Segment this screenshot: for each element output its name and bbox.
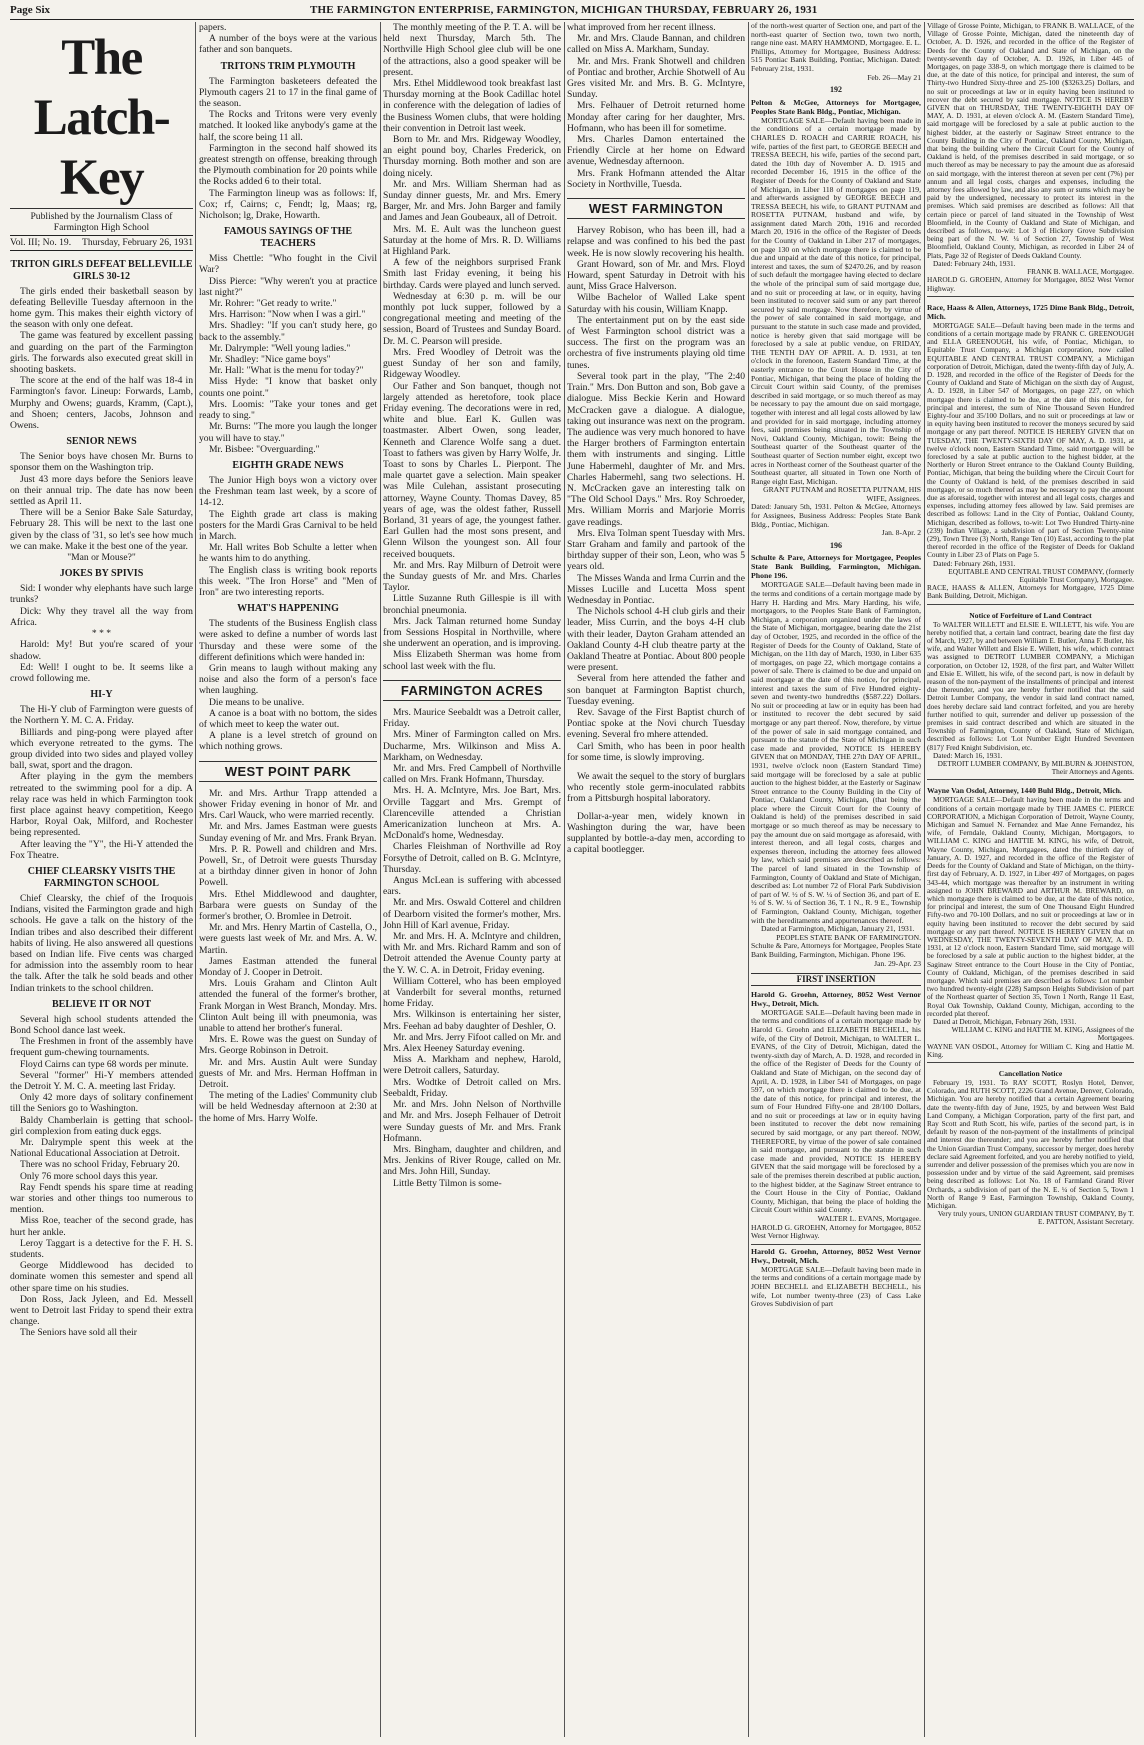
paragraph: The girls ended their basketball season by defeating Belleville Tuesday afternoon in the home gym. This makes their eighth victory of the season with only one defeat. [10,285,193,331]
paragraph: The Hi-Y club of Farmington were guests of the Northern Y. M. C. A. Friday. [10,704,193,727]
headline: EIGHTH GRADE NEWS [232,459,344,471]
paragraph: The Farmington basketeers defeated the Plymouth cagers 21 to 17 in the final game of the season. [199,75,377,110]
legal-text: Dated: January 5th, 1931. Pelton & McGee, Attorneys for Assignees, Business Address: Peoples State Bank Bldg., Pontiac, Michigan. [751,502,921,529]
paragraph: Mr. Bisbee: "Overguarding." [209,443,320,455]
paragraph: Mr. Hall writes Bob Schulte a letter when he wants him to do anything. [199,542,377,565]
paragraph: "Man or Mouse?" [67,552,136,564]
paragraph: Mrs. Fred Woodley of Detroit was the guest Sunday of her son and family, Ridgeway Woodley. [383,346,561,381]
column-rule [564,22,565,1737]
paragraph: Mrs. H. A. McIntyre, Mrs. Joe Bart, Mrs. Orville Taggart and Mrs. Grempt of Clarenceville attended a Christian Americanization luncheon at Mrs. A. McDonald's home, Wednesday. [383,785,561,842]
section-heading: FARMINGTON ACRES [383,680,561,701]
paragraph: Mr. and Mrs. Fred Campbell of Northville called on Mrs. Frank Hofmann, Thursday. [383,763,561,786]
notice-dates: Jan. 8-Apr. 2 [881,528,921,538]
paragraph: Mr. and Mrs. Frank Shotwell and children of Pontiac and brother, Archie Shotwell of Au Gres visited Mr. and Mrs. B. G. McIntyre, Sunday. [567,55,745,101]
paragraph: Mrs. Ethel Middlewood and daughter, Barbara were guests on Sunday of the former's brother, O. Bromlee in Detroit. [199,888,377,923]
column-rule [380,22,381,1737]
legal-text: Dated: February 24th, 1931. [933,258,1016,268]
paragraph: After playing in the gym the members retreated to the swimming pool for a dip. A relay race was held in which Farmington took first place against heavy competition, Keego Harbor, Royal Oak, Milford, and Rochester being represented. [10,771,193,839]
paragraph: Mr. and Mrs. Arthur Trapp attended a shower Friday evening in honor of Mr. and Mrs. Carl Wauck, who were married recently. [199,787,377,822]
notice-signature: WALTER L. EVANS, Mortgagee. [817,1214,921,1223]
paragraph: Mrs. Miner of Farmington called on Mrs. Ducharme, Mrs. Wilkinson and Miss A. Markham, on Wednesday. [383,729,561,763]
notice-number: 192 [830,85,842,95]
paragraph: There will be a Senior Bake Sale Saturday, February 28. This will be next to the last one given by the class of '31, so let's see how much we can make. Make it the best one of the year. [10,507,193,552]
paragraph: The entertainment put on by the east side of West Farmington school district was a success. The first on the program was an orchestra of five instruments playing old time tunes. [567,314,745,371]
paragraph: Mrs. Ethel Middlewood took breakfast last Thursday morning at the Book Cadillac hotel in conference with the delegation of ladies of the Business Women clubs, that were holding their convention in Detroit last week. [383,78,561,134]
paragraph: The English class is writing book reports this week. "The Iron Horse" and "Men of Iron" are two interesting reports. [199,564,377,598]
paragraph: Mr. and Mrs. William Sherman had as Sunday dinner guests, Mr. and Mrs. Emery Barger, Mr. and Mrs. John Barger and family and James and Jean Goubeaux, all of Detroit. [383,178,561,224]
legal-text: Village of Grosse Pointe, Michigan, to FRANK B. WALLACE, of the Village of Grosse Pointe, Michigan, dated the nineteenth day of October, A. D. 1926, and recorded in the office of the Register of Deeds for the County of Oakland and State of Michigan, on the twenty-seventh day of October, A. D. 1926, in Liber 445 of Mortgages, on page 338-9, on which mortgage there is claimed to be due, at the date of this notice, for principal and interest, the sum of Thirty-two Hundred Sixty-three and 25-100 ($3263.25) Dollars, and no suit or proceedings at law or in equity having been instituted to recover the debt secured by said mortgage. NOTICE IS HEREBY GIVEN that on THURSDAY, THE TWENTY-EIGHTH DAY OF MAY, A. D. 1931, at eleven o'clock A. M. (Eastern Standard Time), said mortgage will be foreclosed by a sale at public auction to the highest bidder, at the easterly or Saginaw Street entrance to the County Building in the City of Pontiac, Oakland County, Michigan, that being the building where the Circuit Court for the County of Oakland is held, of the premises described in said mortgage, or so much thereof as may be necessary to pay the amount due as aforesaid on said mortgage, with the interest thereon at seven per cent (7%) per annum and all legal costs, charges and expenses, including the attorney fees allowed by law, and also any sum or sums which may be paid by the undersigned, necessary to protect its interest in the premises. Which said premises are described as follows: All that certain piece or parcel of land situated in the Township of West Bloomfield, in the County of Oakland and State of Michigan, and described as follows, to-wit: Lot 3 of Hickory Grove Subdivision being part of the N. W. ¼ of Section 27, Township of West Bloomfield, Oakland County, Michigan, as recorded in Liber 24 of Plats, Page 32 of Register of Deeds Oakland County. [927,22,1134,260]
first-insertion-banner: FIRST INSERTION [751,973,921,986]
column-5-legal-notices [751,22,921,1737]
notice-heading: Cancellation Notice [998,1068,1063,1078]
legal-text: of the north-west quarter of Section one, and part of the north-east quarter of Section two, town two north, range nine east. MARY HAMMOND, Mortgagee. E. L. Phillips, Attorney for Mortgagee, Business Address: 515 Pontiac Bank Building, Pontiac, Michigan. Dated: February 21st, 1931. [751,22,921,73]
paragraph: A number of the boys were at the various father and son banquets. [199,33,377,56]
paragraph: The Nichols school 4-H club girls and their leader, Miss Currin, and the boys 4-H club with their leader, Dayton Graham attended an Oakland County 4-H club theatre party at the Oakland Theatre at Pontiac. About 800 people were present. [567,606,745,674]
paragraph: Several took part in the play, "The 2:40 Train." Mrs. Don Button and son, Bob gave a dialogue. Miss Beckie Kerin and Howard McCracken gave a dialogue. A dialogue, taking out insurance was next on the program. The audience was very much honored to have the Harger brothers of Farmington entertain them with instruments and singing. Little June Habermehl, daughter of Mr. and Mrs. Charles Habermehl, sang two selections. H. N. McCracken gave an interesting talk on "The Old School Days." Mrs. Roy Schroeder, Mrs. William Morris and Marjorie Morris gave readings. [567,370,745,528]
notice-heading: Harold G. Groehn, Attorney, 8052 West Vernor Hwy., Detroit, Mich. [751,989,921,1008]
legal-text: RACE, HAASS & ALLEN, Attorneys for Mortgagee, 1725 Dime Bank Building, Detroit, Michigan. [927,583,1134,601]
paragraph: Sid: I wonder why elephants have such large trunks? [10,583,193,606]
paragraph: Miss Elizabeth Sherman was home from school last week with the flu. [383,649,561,672]
paragraph: Mrs. M. E. Ault was the luncheon guest Saturday at the home of Mrs. R. D. Williams at Highland Park. [383,223,561,258]
paragraph: Miss Hyde: "I know that basket only counts one point." [199,376,377,399]
column-3 [383,22,561,1737]
paragraph: Mr. Shadley: "Nice game boys" [209,354,331,366]
paragraph: Baldy Chamberlain is getting that school-girl complexion from eating duck eggs. [10,1114,193,1137]
paragraph: Leroy Taggart is a detective for the F. H. S. students. [10,1237,193,1261]
legal-text: MORTGAGE SALE—Default having been made in the terms and conditions of a certain mortgage made by Harold G. Groehn and ELIZABETH BECHELL, his wife, of the City of Detroit, Michigan, to WALTER L. EVANS, of the City of Detroit, Michigan, dated the twenty-sixth day of March, A. D. 1928, and recorded in the office of the Register of Deeds for the County of Oakland and State of Michigan, on the second day of April, A. D. 1928, in Liber 541 of Mortgages, on page 597, on which mortgage there is claimed to be due, at the date of this notice, for principal and interest, the sum of Four Hundred Fifty-one and 28/100 Dollars, and no suit or proceedings at law or in equity having been instituted to recover the debt now remaining secured by said mortgage, or any part thereof. NOW, THEREFORE, by virtue of the power of sale contained in said mortgage, and pursuant to the statute in such case made and provided, NOTICE IS HEREBY GIVEN that the said mortgage will be foreclosed by a sale of the premises therein described at public auction, to the highest bidder, at the Saginaw Street entrance to the Court House in the City of Pontiac, Oakland County, Michigan, that being the place of holding the Circuit Court within said County. [751,1007,921,1215]
paragraph: Mr. and Mrs. John Nelson of Northville and Mr. and Mrs. Joseph Felhauer of Detroit were Sunday guests of Mr. and Mrs. Frank Hofmann. [383,1099,561,1144]
paragraph: Mrs. Louis Graham and Clinton Ault attended the funeral of the former's brother, Frank Morgan in West Branch, Monday. Mrs. Clinton Ault being ill with pneumonia, was unable to attend her brother's funeral. [199,978,377,1035]
paragraph: The Rocks and Tritons were very evenly matched. It looked like anybody's game at the half, the score being 11 all. [199,109,377,143]
paragraph: Mr. and Mrs. Oswald Cotterel and children of Dearborn visited the former's mother, Mrs. John Hill of Karl avenue, Friday. [383,897,561,931]
notice-heading: Wayne Van Osdol, Attorney, 1440 Buhl Bldg., Detroit, Mich. [927,786,1122,796]
legal-text: MORTGAGE SALE—Default having been made in the terms and conditions of a certain mortgage made by THE JAMES C. PIERCE CORPORATION, a Michigan Corporation of Detroit, Wayne County, Michigan and Samuel N. Fernandez and Mae Anne Fernandez, his wife, of Ferndale, Oakland County, Michigan, Mortgagors, to WILLIAM C. KING and HATTIE M. KING, his wife, of Detroit, Wayne County, Michigan, Mortgagees, dated the thirtieth day of January, A. D. 1927, and recorded in the office of the Register of Deeds for the County of Oakland and State of Michigan, on the thirty-first day of February, A. D. 1927, in Liber 497 of Mortgages, on pages 343-44, which mortgage was thereafter by an instrument in writing assigned to JOHN BREWARD and ARTHUR M. BREWARD, on which mortgage there is claimed to be due, at the date of this notice, for principal and interest, the sum of One Thousand Eight Hundred Fifty-two and 70-100 Dollars, and no suit or proceedings at law or in equity having been instituted to recover the debt secured by said mortgage or any part thereof. NOTICE IS HEREBY GIVEN that on WEDNESDAY, THE TWENTY-SEVENTH DAY OF MAY, A. D. 1931, at 12 o'clock noon, Eastern Standard Time, said mortgage will be foreclosed by a sale at public auction to the highest bidder, at the Saginaw Street entrance to the Court House in the City of Pontiac, County of Oakland, Michigan, of the premises described in said mortgage. Which said premises are described as follows: Lot number two hundred twenty-eight (228) Sampson Heights Subdivision of part of the Northeast quarter of Section 35, Town 1 North, Range 11 East, Royal Oak Township, Oakland County, Michigan, according to the recorded plat thereof. [927,795,1134,1018]
paragraph: After leaving the "Y", the Hi-Y attended the Fox Theatre. [10,838,193,861]
paragraph: Mrs. Shadley: "If you can't study here, go back to the assembly." [199,320,377,343]
paragraph: Mr. Burns: "The more you laugh the longer you will have to stay." [199,421,377,444]
paragraph: Born to Mr. and Mrs. Ridgeway Woodley, an eight pound boy, Charles Frederick, on Thursday morning. Both mother and son are doing nicely. [383,134,561,179]
headline: CHIEF CLEARSKY VISITS THE FARMINGTON SCHOOL [27,865,176,889]
paragraph: Grant Howard, son of Mr. and Mrs. Floyd Howard, spent Saturday in Detroit with his aunt, Miss Grace Halverson. [567,258,745,293]
paragraph: Grin means to laugh without making any noise and also the form of a person's face when laughing. [199,662,377,697]
column-6-legal-notices [927,22,1134,1737]
paragraph: Mr. and Mrs. Ray Milburn of Detroit were the Sunday guests of Mr. and Mrs. Charles Taylor. [383,559,561,594]
notice-signature: Very truly yours, UNION GUARDIAN TRUST COMPANY, By T. E. PATTON, Assistant Secretary. [937,1209,1134,1227]
legal-text: Dated at Farmington, Michigan, January 21, 1931. [761,924,915,934]
masthead-volume-line [10,235,193,250]
running-head [10,3,1134,20]
paragraph: Mr. Dalrymple: "Well young ladies." [209,342,351,354]
paragraph: A plane is a level stretch of ground on which nothing grows. [199,730,377,753]
paragraph: James Eastman attended the funeral Monday of J. Cooper in Detroit. [199,955,377,979]
legal-text: MORTGAGE SALE—Default having been made in the terms and conditions of a certain mortgage made by JOHN BECHELL and ELIZABETH BECHELL, his wife, Lot number twenty-three (23) of Cass Lake Groves Subdivision of part [751,1264,921,1309]
page-number: Page Six [10,4,51,16]
paragraph: Only 42 more days of solitary confinement till the Seniors go to Washington. [10,1092,193,1115]
section-heading: WEST FARMINGTON [567,198,745,219]
paragraph: Mrs. Felhauer of Detroit returned home Monday after caring for her daughter, Mrs. Hofmann, who has been ill for sometime. [567,100,745,134]
legal-text: WAYNE VAN OSDOL, Attorney for William C. King and Hattie M. King. [927,1041,1134,1059]
paragraph: Miss A. Markham and nephew, Harold, were Detroit callers, Saturday. [383,1054,561,1077]
section-heading: WEST POINT PARK [199,761,377,782]
notice-dates: Feb. 26—May 21 [867,72,921,82]
legal-text: MORTGAGE SALE—Default having been made in the terms and conditions of a certain mortgage made by Harry H. Harding and Mrs. Mary Harding, his wife, mortgagors, to the Peoples State Bank of Farmington, Michigan, a corporation organized under the laws of the State of Michigan, mortgagee, bearing date the 21st day of October, 1925, and recorded in the office of the Register of Deeds for the County of Oakland, State of Michigan, on the 11th day of March, 1930, in Liber 635 of mortgages, on page 22, which mortgage contains a power of sale. There is claimed to be due and unpaid on said mortgage at the date of this notice, for principal, interest and taxes the sum of Five Hundred eighty-seven and twenty-two hundredths ($587.22) Dollars. No suit or proceeding at law or in equity has been had or instituted to recover the debt secured by said mortgage or any part thereof. Now, therefore, by virtue of the power of sale in said mortgage contained, and pursuant to the statute of the State of Michigan in such case made and provided, NOTICE IS HEREBY GIVEN that on MONDAY, THE 27th DAY OF APRIL, 1931, twelve o'clock noon (Eastern Standard Time) said mortgage will be foreclosed by a sale at public auction to the highest bidder, at the Easterly or Saginaw Street entrance to the County Building in the City of Pontiac, Oakland County, Michigan, (that being the place where the Circuit Court for the County of Oakland is held) of the premises described in said mortgage or so much thereof as may be necessary to pay the amount due on said mortgage as aforesaid, with interest thereon, and all legal costs, charges and expenses thereon, including the attorney fees allowed by law, which said premises are described as follows: The parcel of land situated in the Township of Farmington, County of Oakland and State of Michigan, described as: Lot number 72 of Floral Park Subdivision of part of W. ½ of S. W. ¼ of Section 36, and part of E. ½ of S. W. ¼ of Section 36, T. 1 N., R. 9 E., Township of Farmington, Oakland County, Michigan, together with the hereditaments and appurtenances thereof. [751,580,921,925]
headline: WHAT'S HAPPENING [237,603,339,615]
paragraph: The Farmington lineup was as follows: lf, Cox; rf, Cairns; c, Fendt; lg, Maas; rg, Nicholson; lg, Drake, Howarth. [199,187,377,222]
legal-text: MORTGAGE SALE—Default having been made in the conditions of a certain mortgage made by CHARLES D. ROACH and CARRIE ROACH, his wife, parties of the first part, to GEORGE BEECH and TRESSA BEECH, his wife, parties of the second part, dated the 10th day of November A. D. 1915 and recorded December 16, 1915 in the office of the Register of Deeds for the County of Oakland and State of Michigan, in Liber 118 of mortgages on page 119, and afterwards assigned by GEORGE BEECH and TRESSA BEECH, his wife, to GRANT PUTNAM and ROSETTA PUTNAM, husband and wife, by assignment dated March 20th, 1916 and recorded March 20, 1916 in the office of the Register of Deeds for the County of Oakland in Liber 217 of mortgages, on page 130 on which mortgage there is claimed to be due and unpaid at the date of this notice, for principal, interest and taxes, the sum of $2470.26, and by reason of such default the mortgagee having elected to declare the whole of the principal sum of said mortgage due, and no suit or proceeding at law, or in equity, having been instituted to recover said sum or any part thereof secured by said mortgage. Now therefore, by virtue of the power of sale contained in said mortgage, and pursuant to the statute in such case made and provided, notice is hereby given that said mortgage will be foreclosed by a sale at public vendue, on FRIDAY, THE TENTH DAY OF APRIL A. D. 1931, at ten o'clock in the forenoon, Eastern Standard Time, at the easterly entrance to the Court House in the City of Pontiac, Michigan, that being the place of holding the Circuit Court within said County, of the premises described in said mortgage, or so much thereof as may be necessary to pay the amount due on said mortgage, together with interest and all legal costs allowed by law and provided for in said mortgage, including attorney fees, said premises being situated in the Township of Novi, Oakland County, Michigan, towit: Being the Southeast quarter of the Southeast quarter of the Southeast quarter of Section number eight, except two acres in Northeast corner of the Southeast quarter of the Southeast quarter, all situated in Town one North of Range eight East, Michigan. [751,115,921,486]
legal-text: To WALTER WILLETT and ELSIE E. WILLETT, his wife. You are hereby notified that, a certain land contract, bearing date the first day of March, 1927, by and between William E. Butler, Anna F. Butler, his wife, and Walter Willett and Elsie E. Willett, his wife, which contract was assigned to DETROIT LUMBER COMPANY, a Michigan corporation, on October 12, 1928, of the first part, and Walter Willett and Elsie E. Willett, his wife, of the second part, is now in default by reason of the non-payment of the installments of principal and interest due thereunder, and you are hereby further notified that the said Detroit Lumber Company, the vendor in said land contract named, does hereby declare said land contract forfeited, and you are hereby further notified to quit, surrender and deliver up possession of the premises in said contract described and which are situated in the Township of Farmington, County of Oakland, State of Michigan, described as follows: Lot 'Lot Number Eight Hundred Seventeen (817)' Fred Knight Subdivision, etc. [927,619,1134,752]
notice-signature: WILLIAM C. KING and HATTIE M. KING, Assignees of the Mortgagees. [951,1025,1134,1043]
paragraph: Carl Smith, who has been in poor health for some time, is slowly improving. [567,740,745,763]
paragraph: Mr. and Mrs. James Eastman were guests Sunday evening of Mr. and Mrs. Frank Bryan. [199,821,377,844]
notice-heading: Notice of Forfeiture of Land Contract [969,610,1092,620]
paragraph: The Freshmen in front of the assembly have frequent gum-chewing tournaments. [10,1036,193,1059]
headline: BELIEVE IT OR NOT [51,998,151,1010]
headline: TRITONS TRIM PLYMOUTH [220,60,356,72]
paragraph: Our Father and Son banquet, though not largely attended as heretofore, took place Friday evening. The decorations were in red, white and blue. Earl K. Gullen was toastmaster. Albert Owen, song leader, Kenneth and Clarence Wolfe sang a duet. Toast to fathers was given by Harry Wolfe, Jr. Toast to sons by Charles L. Pierpont. The male quartet gave a selection. Main speaker was Mile Culehan, assistant prosecuting attorney, Wayne County. Thomas Davey, 85 years of age, was the oldest father, Russell Borland, 31 years of age, the youngest father. Earl Gullen had the most sons present, and Glenn Wilson the youngest son. All four received bouquets. [383,380,561,560]
paragraph: Mr. and Mrs. Austin Ault were Sunday guests of Mr. and Mrs. Herman Hoffman in Detroit. [199,1056,377,1091]
notice-signature: DETROIT LUMBER COMPANY, By MILBURN & JOHNSTON, Their Attorneys and Agents. [937,759,1134,777]
paragraph: Diss Pierce: "Why weren't you at practice last night?" [199,275,377,298]
paragraph: Mrs. Bingham, daughter and children, and Mrs. Jenkins of River Rouge, called on Mr. and Mrs. John Hill, Sunday. [383,1143,561,1178]
paragraph: The meting of the Ladies' Community club will be held Wednesday afternoon at 2:30 at the home of Mrs. Harry Wolfe. [199,1090,377,1124]
paragraph: Mrs. P. R. Powell and children and Mrs. Powell, Sr., of Detroit were guests Thursday at a birthday dinner given in honor of John Powell. [199,843,377,889]
paragraph: There was no school Friday, February 20. [20,1159,180,1171]
headline: HI-Y [90,689,113,701]
paragraph: Dick: Why they travel all the way from Africa. [10,605,193,628]
paragraph: Little Suzanne Ruth Gillespie is ill with bronchial pneumonia. [383,593,561,616]
paragraph: The Eighth grade art class is making posters for the Mardi Gras Carnival to be held in March. [199,508,377,542]
paragraph: Mrs. Charles Damon entertained the Friendly Circle at her home on Edward avenue, Wednesday afternoon. [567,134,745,168]
notice-signature: PEOPLES STATE BANK OF FARMINGTON. [776,932,921,942]
paragraph: William Cotterel, who has been employed at Vanderbilt for several months, returned home Friday. [383,975,561,1010]
paragraph: Dollar-a-year men, widely known in Washington during the war, have been supplanted by bottle-a-day men, according to a capital bootlegger. [567,810,745,856]
legal-text: MORTGAGE SALE—Default having been made in the terms and conditions of a certain mortgage made by FRANK C. GREENOUGH and ELLA GREENOUGH, his wife, of Pontiac, Michigan, to Equitable Trust Company, a Michigan corporation, now called EQUITABLE AND CENTRAL TRUST COMPANY, a Michigan corporation of Detroit, Michigan, dated the twenty-fifth day of July, A. D. 1928, and recorded in the office of the Register of Deeds for the County of Oakland and State of Michigan on the sixth day of August, A. D. 1928, in Liber 547 of Mortgages, on page 227, on which mortgage there is claimed to be due, at the date of this notice, for principal and interest, the sum of Nine Thousand Seven Hundred Eighty-four and 35/100 Dollars, and no suit or proceedings at law or in equity having been instituted to recover the moneys secured by said mortgage or any part thereof. NOTICE IS HEREBY GIVEN that on TUESDAY, THE TWENTY-SIXTH DAY OF MAY, A. D. 1931, at twelve o'clock noon, Eastern Standard Time, said mortgage will be foreclosed by a sale at public auction to the highest bidder, at the Northerly or Huron Street entrance to the Oakland County Building, Pontiac, Michigan, that being the building where the Circuit Court for the County of Oakland is held, of the premises described in said mortgage, or so much thereof as may be necessary to pay the amount due as aforesaid, together with interest and all legal costs, charges and expenses, including attorney fees allowed by law. Said premises are described as follows: Land in the City of Pontiac, Oakland County, Michigan, described as follows, to-wit: Lot Two Hundred Thirty-nine (239) Indian Village, a subdivision of part of Section Twenty-nine (29), Town Three (3) North, Range Ten (10) East, according to the plat thereof recorded in the office of the Register of Deeds for Oakland County in Liber 23 of Plats on Page 5. [927,320,1134,560]
paragraph: Just 43 more days before the Seniors leave on their annual trip. The date has now been settled as April 11. [10,473,193,508]
notice-heading: Harold G. Groehn, Attorney, 8052 West Vernor Hwy., Detroit, Mich. [751,1244,921,1265]
paragraph: A canoe is a boat with no bottom, the sides of which meet to keep the water out. [199,707,377,730]
paragraph: what improved from her recent illness. [567,22,716,33]
notice-dates: Jan. 29-Apr. 23 [874,958,921,968]
paragraph: The monthly meeting of the P. T. A. will be held next Thursday, March 5th. The Northville High School glee club will be one of the attractions, also a good speaker will be present. [383,22,561,78]
paragraph: The Junior High boys won a victory over the Freshman team last week, by a score of 14-12. [199,474,377,509]
paragraph: Mr. and Mrs. H. A. McIntyre and children, with Mr. and Mrs. Richard Ramm and son of Detroit attended the Avenue County party at the Y. W. C. A. in Detroit, Friday evening. [383,931,561,976]
paragraph: Mrs. Harrison: "Now when I was a girl." [209,309,366,321]
masthead-title: The Latch-Key [10,28,193,209]
paragraph: papers. [199,22,227,33]
paragraph: Ed: Well! I ought to be. It seems like a crowd following me. [10,661,193,684]
paragraph: Mr. Rohrer: "Get ready to write." [209,298,337,310]
paragraph: Several "former" Hi-Y members attended the Detroit Y. M. C. A. meeting last Friday. [10,1069,193,1092]
paragraph: Miss Roe, teacher of the second grade, has hurt her ankle. [10,1215,193,1238]
column-rule [195,22,196,1737]
paragraph: A few of the neighbors surprised Frank Smith last Friday evening, it being his birthday. Cards were played and lunch served. [383,257,561,291]
headline: TRITON GIRLS DEFEAT BELLEVILLE GIRLS 30-12 [10,258,193,282]
notice-heading: Schulte & Pare, Attorneys for Mortgagee, Peoples State Bank Building, Farmington, Michigan. Phone 196. [751,553,921,581]
notice-signature: FRANK B. WALLACE, Mortgagee. [1027,267,1134,277]
legal-text: Dated: February 26th, 1931. [933,558,1016,568]
notice-signature: EQUITABLE AND CENTRAL TRUST COMPANY, (formerly Equitable Trust Company), Mortgagee. [948,566,1134,584]
paragraph: Floyd Cairns can type 68 words per minute. [20,1058,189,1070]
paragraph: Mr. and Mrs. Claude Bannan, and children called on Miss A. Markham, Sunday. [567,33,745,56]
legal-text: Dated: March 16, 1931. [933,750,1003,760]
paragraph: Several high school students attended the Bond School dance last week. [10,1013,193,1036]
headline: JOKES BY SPIVIS [59,568,144,580]
legal-text: HAROLD G. GROEHN, Attorney for Mortgagee, 8052 West Vernor Highway. [927,275,1134,293]
column-4 [567,22,745,1737]
headline: SENIOR NEWS [66,436,137,448]
issue-date: Thursday, February 26, 1931 [81,237,193,249]
headline: FAMOUS SAYINGS OF THE TEACHERS [223,226,353,250]
paragraph: Farmington in the second half showed its greatest strength on offense, breaking through the Plymouth combination for 20 points while the Rocks added 6 to their total. [199,142,377,188]
volume: Vol. III; No. 19. [10,237,72,249]
legal-text: February 19, 1931. To RAY SCOTT, Roslyn Hotel, Denver, Colorado, and RUTH SCOTT, 2226 Grand Avenue, Denver, Colorado, Michigan. You are hereby notified that a certain Agreement bearing date the twenty-fifth day of June, 1925, by and between West Bald Land Company, a Michigan Corporation, party of the first part, and Ray Scott and Ruth Scott, his wife, parties of the second part, is in default by reason of the non-payment of the installments of principal and interest due thereunder; and you are hereby further notified that the Union Guardian Trust Company, successor by merger, does hereby declare said Agreement forfeited, and you are hereby notified to yield, surrender and deliver possession of the premises which you are now in possession under and by virtue of the said Agreement, said premises being described as follows: Lot No. 18 of Farmland Grand River Orchards, a subdivision of part of the N. E. ¼ of Section 5, Town 1 North of Range 9 East, Farmington Township, Oakland County, Michigan. [927,1077,1134,1211]
notice-signature: GRANT PUTNAM and ROSETTA PUTNAM, HIS WIFE, Assignees. [763,485,921,503]
paragraph: Chief Clearsky, the chief of the Iroquois Indians, visited the Farmington grade and high schools. He gave a talk on the history of the Indian tribes and also described their different habits of living. He also answered all questions based on Indian life. Five cents was charged for admission into the assembly room to hear the talk. After the talk he sold beads and other Indian trinkets to the school children. [10,892,193,994]
paragraph: Mrs. Wilkinson is entertaining her sister, Mrs. Feehan ad baby daughter of Deshler, O. [383,1009,561,1032]
paragraph: Don Ross, Jack Jyleen, and Ed. Messell went to Detroit last Friday to spend their extra change. [10,1293,193,1328]
paragraph: Little Betty Tilmon is some- [393,1177,502,1189]
notice-number: 196 [830,540,842,550]
paragraph: Only 76 more school days this year. [20,1170,158,1182]
paragraph: Mrs. Wodtke of Detroit called on Mrs. Seebaldt, Friday. [383,1076,561,1099]
paragraph: The students of the Business English class were asked to define a number of words last Thursday and these were some of the different definitions which were handed in: [199,618,377,663]
column-rule [924,22,925,1737]
legal-text: HAROLD G. GROEHN, Attorney for Mortgagee, 8052 West Vernor Highway. [751,1222,921,1241]
paragraph: Mrs. Loomis: "Take your tones and get ready to sing." [199,398,377,422]
paragraph: Mrs. E. Rowe was the guest on Sunday of Mrs. George Robinson in Detroit. [199,1034,377,1057]
paragraph: Harold: My! But you're scared of your shadow. [10,639,193,662]
paragraph: The Misses Wanda and Irma Currin and the Misses Lucille and Lucetta Moss spent Wednesday in Pontiac. [567,572,745,606]
paragraph: The Senior boys have chosen Mr. Burns to sponsor them on the Washington trip. [10,451,193,474]
paragraph: Mrs. Maurice Seebaldt was a Detroit caller, Friday. [383,706,561,730]
masthead-publisher: Published by the Journalism Class of Farmington High School [30,211,173,234]
paragraph: Billiards and ping-pong were played after which everyone retreated to the gyms. The group divided into two sides and played volley ball, swat, sport and the dragon. [10,726,193,772]
column-rule [748,22,749,1737]
column-2 [199,22,377,1737]
paragraph: Mrs. Jack Talman returned home Sunday from Sessions Hospital in Northville, where she underwent an operation, and is improving. [383,615,561,650]
paragraph: Mrs. Frank Hofmann attended the Altar Society in Northville, Tuesda. [567,167,745,190]
separator: * * * [91,628,112,640]
paragraph: Wednesday at 6:30 p. m. will be our monthly pot luck supper, followed by a congregational meeting and meeting of the session, Board of Trustees and Sunday Board. Dr. M. C. Pearson will preside. [383,290,561,347]
paragraph: Mr. Hall: "What is the menu for today?" [209,365,364,377]
paragraph: Charles Fleishman of Northville ad Roy Forsythe of Detroit, called on B. G. McIntyre, Thursday. [383,841,561,875]
paragraph: Rev. Savage of the First Baptist church of Pontiac spoke at the Novi church Tuesday evening. Several fro mhere attended. [567,706,745,741]
paragraph: Mr. Dalrymple spent this week at the National Educational Association at Detroit. [10,1137,193,1160]
paragraph: Several from here attended the father and son banquet at Farmington Baptist church, Tuesday evening. [567,673,745,707]
paragraph: Die means to be unalive. [209,696,305,708]
paragraph: Miss Chettle: "Who fought in the Civil War? [199,253,377,276]
paragraph: Mrs. Elva Tolman spent Tuesday with Mrs. Starr Graham and family and partook of the birthday supper of their son, Leon, who was 5 years old. [567,527,745,573]
paragraph: The game was featured by excellent passing and guarding on the part of the Farmington girls. The forwards also executed great skill in shooting baskets. [10,330,193,376]
paragraph: Harvey Robison, who has been ill, had a relapse and was confined to his bed the past week. He is now slowly recovering his health. [567,225,745,259]
legal-text: Dated at Detroit, Michigan, February 26th, 1931. [933,1016,1077,1026]
paragraph: We await the sequel to the story of burglars who recently stole germ-inoculated rabbits from a Pittsburgh hospital laboratory. [567,771,745,805]
paragraph: The Seniors have sold all their [20,1327,137,1339]
paragraph: Ray Fendt spends his spare time at reading war stories and other things too numerous to mention. [10,1181,193,1216]
paragraph: Mr. and Mrs. Jerry Fifoot called on Mr. and Mrs. Alex Heeney Saturday evening. [383,1031,561,1055]
paragraph: Angus McLean is suffering with abcessed ears. [383,875,561,898]
paragraph: The score at the end of the half was 18-4 in Farmington's favor. Lineup: Forwards, Lamb, Murphy and Owens; guards, Kramm, (Capt.), and Shoen; centers, Jacobs, Johnson and Owens. [10,375,193,432]
paragraph: George Middlewood has decided to dominate women this semester and spend all other spare time on his studies. [10,1260,193,1294]
paragraph: Mr. and Mrs. Henry Martin of Castella, O., were guests last week of Mr. and Mrs. A. W. Martin. [199,922,377,956]
notice-heading: Race, Haass & Allen, Attorneys, 1725 Dime Bank Bldg., Detroit, Mich. [927,302,1134,321]
paragraph: Wilbe Bachelor of Walled Lake spent Saturday with his cousin, William Knapp. [567,292,745,315]
newspaper-title-line: THE FARMINGTON ENTERPRISE, FARMINGTON, MICHIGAN THURSDAY, FEBRUARY 26, 1931 [310,4,818,16]
legal-text: Schulte & Pare, Attorneys for Mortgagee, Peoples State Bank Building, Farmington, Michigan. Phone 196. [751,941,921,959]
notice-heading: Pelton & McGee, Attorneys for Mortgagee, Peoples State Bank Bldg., Pontiac, Michigan. [751,97,921,116]
column-1 [10,22,193,1737]
